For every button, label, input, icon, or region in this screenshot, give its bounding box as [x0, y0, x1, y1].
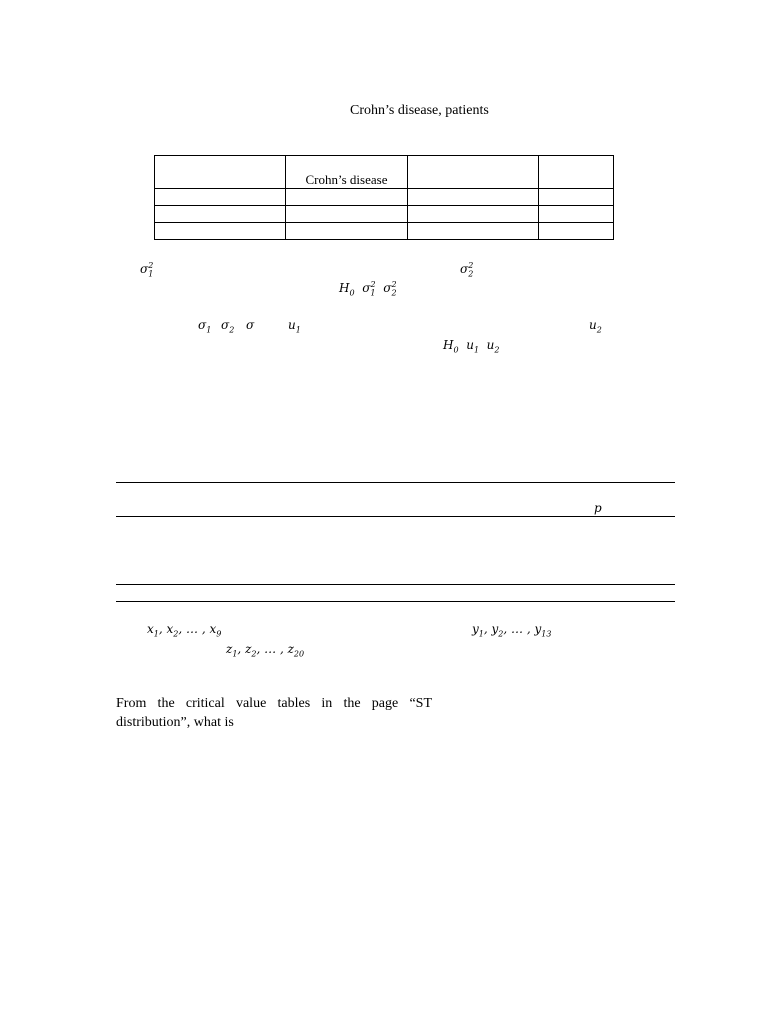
y-sample-sequence: $y_1$, $y_2$, … , $y_{13}$: [472, 622, 552, 639]
divider-line: [116, 601, 675, 602]
table-cell: [408, 206, 539, 223]
table-cell: [155, 223, 286, 240]
divider-line: [116, 584, 675, 585]
table-cell: [408, 223, 539, 240]
null-hypothesis-variance: $H_0$ $\sigma_1^2$ $\sigma_2^2$: [339, 280, 397, 298]
z-sample-sequence: $z_1$, $z_2$, … , $z_{20}$: [226, 642, 305, 659]
table-cell: [286, 189, 408, 206]
table-cell: [539, 189, 614, 206]
table-cell: [539, 223, 614, 240]
divider-line: [116, 516, 675, 517]
sigma2-squared: $\sigma_2^2$: [460, 261, 474, 279]
null-hypothesis-means: $H_0$ $u_1$ $u_2$: [443, 338, 500, 355]
table-row: [155, 223, 614, 240]
divider-line: [116, 482, 675, 483]
x-sample-sequence: $x_1$, $x_2$, … , $x_9$: [147, 622, 222, 639]
table-row: [155, 189, 614, 206]
table-cell: [155, 189, 286, 206]
p-value-symbol: p: [594, 501, 602, 515]
sigma1-squared: $\sigma_1^2$: [140, 261, 154, 279]
question-paragraph: From the critical value tables in the page “ST distribution”, what is: [116, 696, 432, 730]
table-cell: [286, 223, 408, 240]
sigma: σ: [246, 318, 255, 332]
sigma2: $\sigma_2$: [221, 318, 235, 335]
table-cell: [539, 206, 614, 223]
table-cell: [408, 189, 539, 206]
table-header-cell: [155, 156, 286, 189]
data-table: [154, 155, 614, 240]
mean-u1: $u_1$: [288, 318, 301, 335]
table-cell: [155, 206, 286, 223]
table-row: [155, 206, 614, 223]
sigma1: $\sigma_1$: [198, 318, 212, 335]
table-header-cell: [408, 156, 539, 189]
mean-u2: $u_2$: [589, 318, 602, 335]
table-cell: [286, 206, 408, 223]
page-title: Crohn’s disease, patients: [350, 103, 489, 118]
table-header-cell: [539, 156, 614, 189]
table-header-row: [155, 156, 614, 189]
table-header-cell: Crohn’s disease: [286, 156, 408, 189]
